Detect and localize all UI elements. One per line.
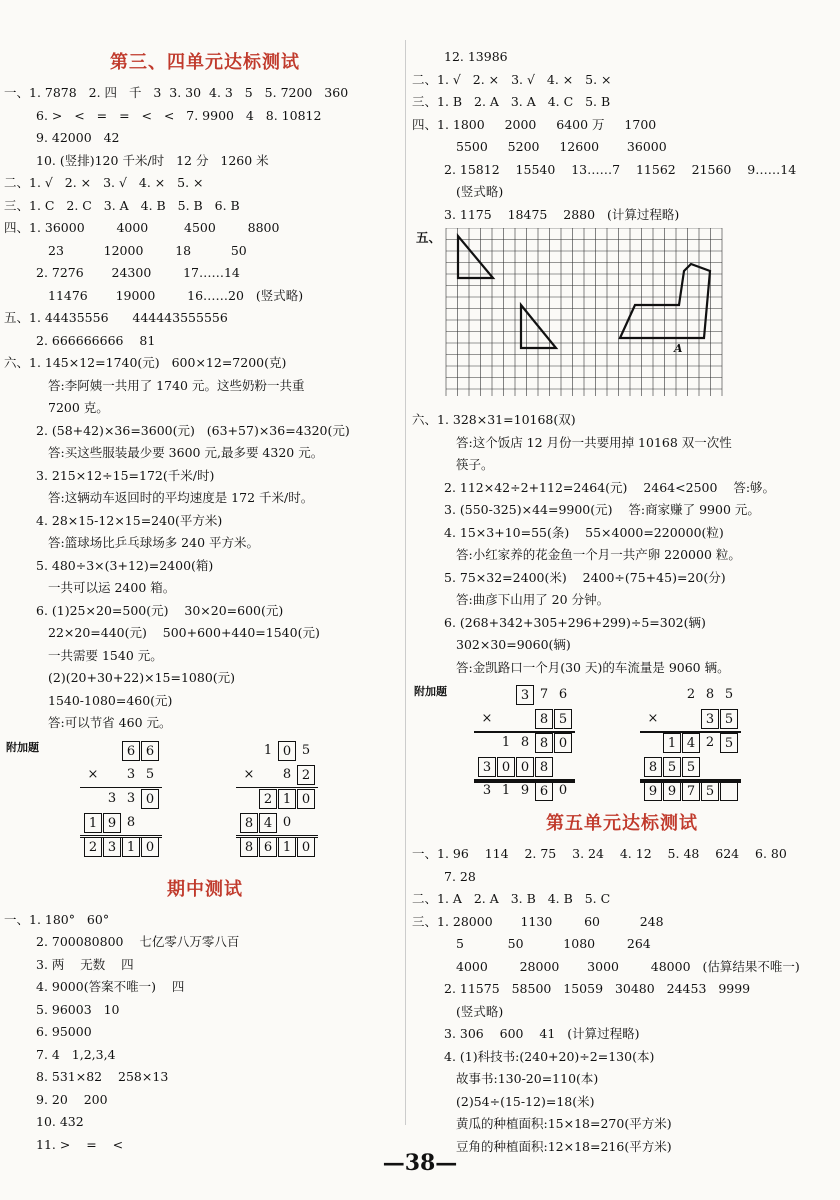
answer-line: 9. 42000 42 <box>36 130 120 145</box>
digit <box>84 741 102 761</box>
answer-line: 2. 700080800 七亿零八万零八百 <box>36 934 240 949</box>
answer-box[interactable]: 0 <box>297 789 315 809</box>
digit: × <box>481 711 493 726</box>
answer-line: 2. 7276 24300 17……14 <box>36 265 240 280</box>
midterm-answers <box>4 909 406 1157</box>
rule-line <box>640 731 741 733</box>
right-column <box>412 46 832 1158</box>
digit: 9 <box>520 783 530 798</box>
unit34-title: 第三、四单元达标测试 <box>110 52 300 73</box>
answer-line: 六、1. 328×31=10168(双) <box>412 412 576 427</box>
digit <box>663 685 681 705</box>
answer-line: 7200 克。 <box>48 400 109 415</box>
digit: 1 <box>501 783 511 798</box>
answer-line: 2. (58+42)×36=3600(元) (63+57)×36=4320(元) <box>36 422 350 438</box>
answer-box[interactable]: 8 <box>240 837 258 857</box>
digit: × <box>243 766 255 782</box>
answer-line: 6. (1)25×20=500(元) 30×20=600(元) <box>36 602 284 618</box>
answer-box[interactable] <box>720 781 738 801</box>
digit: 6 <box>558 687 568 702</box>
digit: 5 <box>724 687 734 702</box>
digit: × <box>87 766 99 782</box>
digit <box>478 733 496 753</box>
answer-line: 3. (550-325)×44=9900(元) 答:商家赚了 9900 元。 <box>444 502 760 517</box>
digit: 8 <box>126 814 136 830</box>
answer-line: 2. 666666666 81 <box>36 332 156 348</box>
answer-line: 答:篮球场比乒乓球场多 240 平方米。 <box>48 535 260 550</box>
answer-line: 11. > = < <box>36 1136 124 1152</box>
answer-line: (竖式略) <box>456 1003 504 1019</box>
answer-line: 筷子。 <box>456 457 494 472</box>
answer-box[interactable]: 5 <box>554 709 572 729</box>
digit <box>240 741 258 761</box>
answer-box[interactable]: 6 <box>535 781 553 801</box>
digit <box>478 685 496 705</box>
digit: 3 <box>107 790 117 806</box>
answer-line: 6. (268+342+305+296+299)÷5=302(辆) <box>444 614 706 630</box>
answer-line: 4. 15×3+10=55(条) 55×4000=220000(粒) <box>444 524 724 540</box>
answer-line: (2)54÷(15-12)=18(米) <box>456 1093 595 1109</box>
answer-box[interactable]: 0 <box>278 741 296 761</box>
combined-shape <box>620 264 710 338</box>
answer-line: 故事书:130-20=110(本) <box>456 1071 599 1086</box>
answer-box[interactable]: 2 <box>84 837 102 857</box>
answer-line: 三、1. B 2. A 3. A 4. C 5. B <box>412 94 611 109</box>
digit <box>497 685 515 705</box>
answer-line: 2. 11575 58500 15059 30480 24453 9999 <box>444 981 751 996</box>
digit <box>84 789 102 809</box>
digit: × <box>647 711 659 726</box>
answer-box[interactable]: 2 <box>297 765 315 785</box>
left-column <box>4 40 406 1156</box>
page-number: —38— <box>382 1150 458 1176</box>
digit: 3 <box>126 790 136 806</box>
rule-line <box>474 781 575 783</box>
triangle-shape-1 <box>458 236 493 278</box>
answer-box[interactable]: 4 <box>259 813 277 833</box>
digit <box>297 813 315 833</box>
answer-line: 3. 306 600 41 (计算过程略) <box>444 1026 640 1041</box>
answer-line: 答:曲彦下山用了 20 分钟。 <box>456 592 610 607</box>
digit: 1 <box>501 735 511 750</box>
answer-line: 10. 432 <box>36 1114 84 1129</box>
answer-box[interactable]: 5 <box>682 757 700 777</box>
answer-line: 6. > < = = < < 7. 9900 4 8. 10812 <box>36 107 322 123</box>
right-extra-section <box>412 683 832 805</box>
answer-line: 黄瓜的种植面积:15×18=270(平方米) <box>456 1116 672 1131</box>
digit <box>103 765 121 785</box>
answer-line: (2)(20+30+22)×15=1080(元) <box>48 670 236 685</box>
answer-box[interactable]: 0 <box>141 837 159 857</box>
answer-line: 3. 215×12÷15=172(千米/时) <box>36 467 215 483</box>
digit: 7 <box>539 687 549 702</box>
digit: 8 <box>520 735 530 750</box>
answer-box[interactable]: 6 <box>259 837 277 857</box>
rule-line <box>80 837 162 839</box>
midterm-title: 期中测试 <box>167 878 243 900</box>
digit <box>554 757 572 777</box>
grid-drawing <box>442 228 742 396</box>
answer-box[interactable]: 1 <box>84 813 102 833</box>
answer-box[interactable]: 8 <box>240 813 258 833</box>
answer-line: 5. 75×32=2400(米) 2400÷(75+45)=20(分) <box>444 569 726 585</box>
digit <box>497 709 515 729</box>
answer-line: 10. (竖排)120 千米/时 12 分 1260 米 <box>36 152 269 168</box>
grid-figure-section <box>412 228 832 403</box>
answer-line: 3. 1175 18475 2880 (计算过程略) <box>444 206 680 222</box>
answer-box[interactable]: 6 <box>141 741 159 761</box>
answer-box[interactable]: 9 <box>663 781 681 801</box>
digit: 2 <box>705 735 715 750</box>
answer-box[interactable]: 3 <box>478 757 496 777</box>
answer-line: 答:李阿姨一共用了 1740 元。这些奶粉一共重 <box>48 377 305 393</box>
digit <box>103 741 121 761</box>
answer-line: 4. 28×15-12×15=240(平方米) <box>36 512 223 528</box>
answer-box[interactable]: 4 <box>682 733 700 753</box>
digit <box>644 733 662 753</box>
digit <box>720 757 738 777</box>
digit: 0 <box>558 783 568 798</box>
answer-line: 二、1. √ 2. × 3. √ 4. × 5. × <box>4 175 204 190</box>
digit <box>141 813 159 833</box>
rule-line <box>80 787 162 789</box>
digit <box>701 757 719 777</box>
digit <box>663 709 681 729</box>
answer-line: 11476 19000 16……20 (竖式略) <box>48 287 304 303</box>
answer-line: 答:买这些服装最少要 3600 元,最多要 4320 元。 <box>48 445 324 460</box>
rule-line <box>640 781 741 783</box>
answer-box[interactable]: 8 <box>535 733 553 753</box>
answer-box[interactable]: 3 <box>516 685 534 705</box>
answer-line: 答:这辆动车返回时的平均速度是 172 千米/时。 <box>48 490 314 505</box>
unit5-answers <box>412 843 832 1158</box>
answer-box[interactable]: 7 <box>682 781 700 801</box>
unit34-answers <box>4 82 406 735</box>
answer-line: 9. 20 200 <box>36 1091 108 1107</box>
digit: 1 <box>263 742 273 758</box>
rule-line <box>474 731 575 733</box>
midterm-answers-cont <box>412 46 832 226</box>
answer-box[interactable]: 1 <box>278 837 296 857</box>
answer-line: 答:这个饭店 12 月份一共要用掉 10168 双一次性 <box>456 434 732 450</box>
answer-box[interactable]: 1 <box>122 837 140 857</box>
answer-line: 3. 两 无数 四 <box>36 956 134 972</box>
answer-box[interactable]: 0 <box>516 757 534 777</box>
answer-line: 五、1. 44435556 444443555556 <box>4 310 228 325</box>
answer-line: 2. 15812 15540 13……7 11562 21560 9……14 <box>444 161 797 177</box>
answer-line: (竖式略) <box>456 184 504 199</box>
answer-box[interactable]: 9 <box>644 781 662 801</box>
answer-box[interactable]: 3 <box>103 837 121 857</box>
answer-line: 4. 9000(答案不唯一) 四 <box>36 979 185 994</box>
answer-line: 三、1. 28000 1130 60 248 <box>412 913 664 929</box>
digit <box>644 685 662 705</box>
answer-box[interactable]: 5 <box>720 733 738 753</box>
answer-line: 一共需要 1540 元。 <box>48 647 163 663</box>
left-extra-section <box>4 739 406 871</box>
answer-line: 答:小红家养的花金鱼一个月一共产卵 220000 粒。 <box>456 547 741 562</box>
rule-line <box>236 787 318 789</box>
answer-box[interactable]: 0 <box>497 757 515 777</box>
answer-line: 5. 480÷3×(3+12)=2400(箱) <box>36 557 214 573</box>
answer-box[interactable]: 2 <box>259 789 277 809</box>
answer-box[interactable]: 8 <box>535 757 553 777</box>
answer-line: 答:可以节省 460 元。 <box>48 715 172 730</box>
digit: 0 <box>282 814 292 830</box>
answer-box[interactable]: 8 <box>644 757 662 777</box>
answer-box[interactable]: 3 <box>701 709 719 729</box>
answer-line: 8. 531×82 258×13 <box>36 1069 169 1084</box>
answer-line: 二、1. √ 2. × 3. √ 4. × 5. × <box>412 71 612 87</box>
answer-line: 5500 5200 12600 36000 <box>456 139 667 154</box>
grid-lines <box>446 228 722 396</box>
answer-line: 1540-1080=460(元) <box>48 692 173 708</box>
answer-line: 4. (1)科技书:(240+20)÷2=130(本) <box>444 1048 655 1064</box>
answer-line: 一、1. 180° 60° <box>4 911 110 927</box>
point-a-label: A <box>674 342 683 355</box>
answer-line: 一、1. 7878 2. 四 千 3 3. 30 4. 3 5 5. 7200 360 <box>4 85 349 100</box>
answer-box[interactable]: 0 <box>141 789 159 809</box>
rule-line <box>236 837 318 839</box>
extra-label: 附加题 <box>6 740 39 754</box>
digit: 5 <box>301 742 311 758</box>
digit <box>682 709 700 729</box>
answer-line: 5 50 1080 264 <box>456 936 651 951</box>
answer-box[interactable]: 5 <box>663 757 681 777</box>
digit <box>240 789 258 809</box>
digit: 3 <box>126 766 136 782</box>
answer-line: 豆角的种植面积:12×18=216(平方米) <box>456 1138 672 1154</box>
answer-line: 6. 95000 <box>36 1024 92 1039</box>
answer-line: 一共可以运 2400 箱。 <box>48 580 176 595</box>
answer-box[interactable]: 1 <box>663 733 681 753</box>
answer-line: 答:金凯路口一个月(30 天)的车流量是 9060 辆。 <box>456 659 730 675</box>
answer-line: 7. 4 1,2,3,4 <box>36 1046 116 1062</box>
unit5-title: 第五单元达标测试 <box>546 813 698 834</box>
answer-line: 4000 28000 3000 48000 (估算结果不唯一) <box>456 958 800 974</box>
answer-box[interactable]: 6 <box>122 741 140 761</box>
answer-line: 7. 28 <box>444 868 476 884</box>
digit: 3 <box>482 783 492 798</box>
digit <box>516 709 534 729</box>
answer-line: 四、1. 1800 2000 6400 万 1700 <box>412 116 657 132</box>
answer-box[interactable]: 0 <box>297 837 315 857</box>
answer-line: 12. 13986 <box>444 49 508 64</box>
answer-line: 2. 112×42÷2+112=2464(元) 2464<2500 答:够。 <box>444 479 776 495</box>
digit: 8 <box>282 766 292 782</box>
answer-line: 三、1. C 2. C 3. A 4. B 5. B 6. B <box>4 197 240 213</box>
digit <box>259 765 277 785</box>
answer-line: 六、1. 145×12=1740(元) 600×12=7200(克) <box>4 355 287 370</box>
answer-box[interactable]: 9 <box>103 813 121 833</box>
answer-line: 二、1. A 2. A 3. B 4. B 5. C <box>412 891 611 906</box>
digit: 8 <box>705 687 715 702</box>
answer-box[interactable]: 0 <box>554 733 572 753</box>
digit: 5 <box>145 766 155 782</box>
answer-line: 22×20=440(元) 500+600+440=1540(元) <box>48 625 320 640</box>
answer-box[interactable]: 1 <box>278 789 296 809</box>
answer-box[interactable]: 8 <box>535 709 553 729</box>
word-problem-answers <box>412 409 832 679</box>
extra-label-right: 附加题 <box>414 685 447 698</box>
grid-question-label: 五、 <box>416 230 442 245</box>
digit: 2 <box>686 687 696 702</box>
answer-line: 四、1. 36000 4000 4500 8800 <box>4 220 280 235</box>
answer-box[interactable]: 5 <box>701 781 719 801</box>
answer-line: 5. 96003 10 <box>36 1001 120 1017</box>
answer-box[interactable]: 5 <box>720 709 738 729</box>
answer-line: 23 12000 18 50 <box>48 242 247 258</box>
answer-line: 一、1. 96 114 2. 75 3. 24 4. 12 5. 48 624 6. 80 <box>412 846 787 861</box>
answer-line: 302×30=9060(辆) <box>456 637 571 652</box>
